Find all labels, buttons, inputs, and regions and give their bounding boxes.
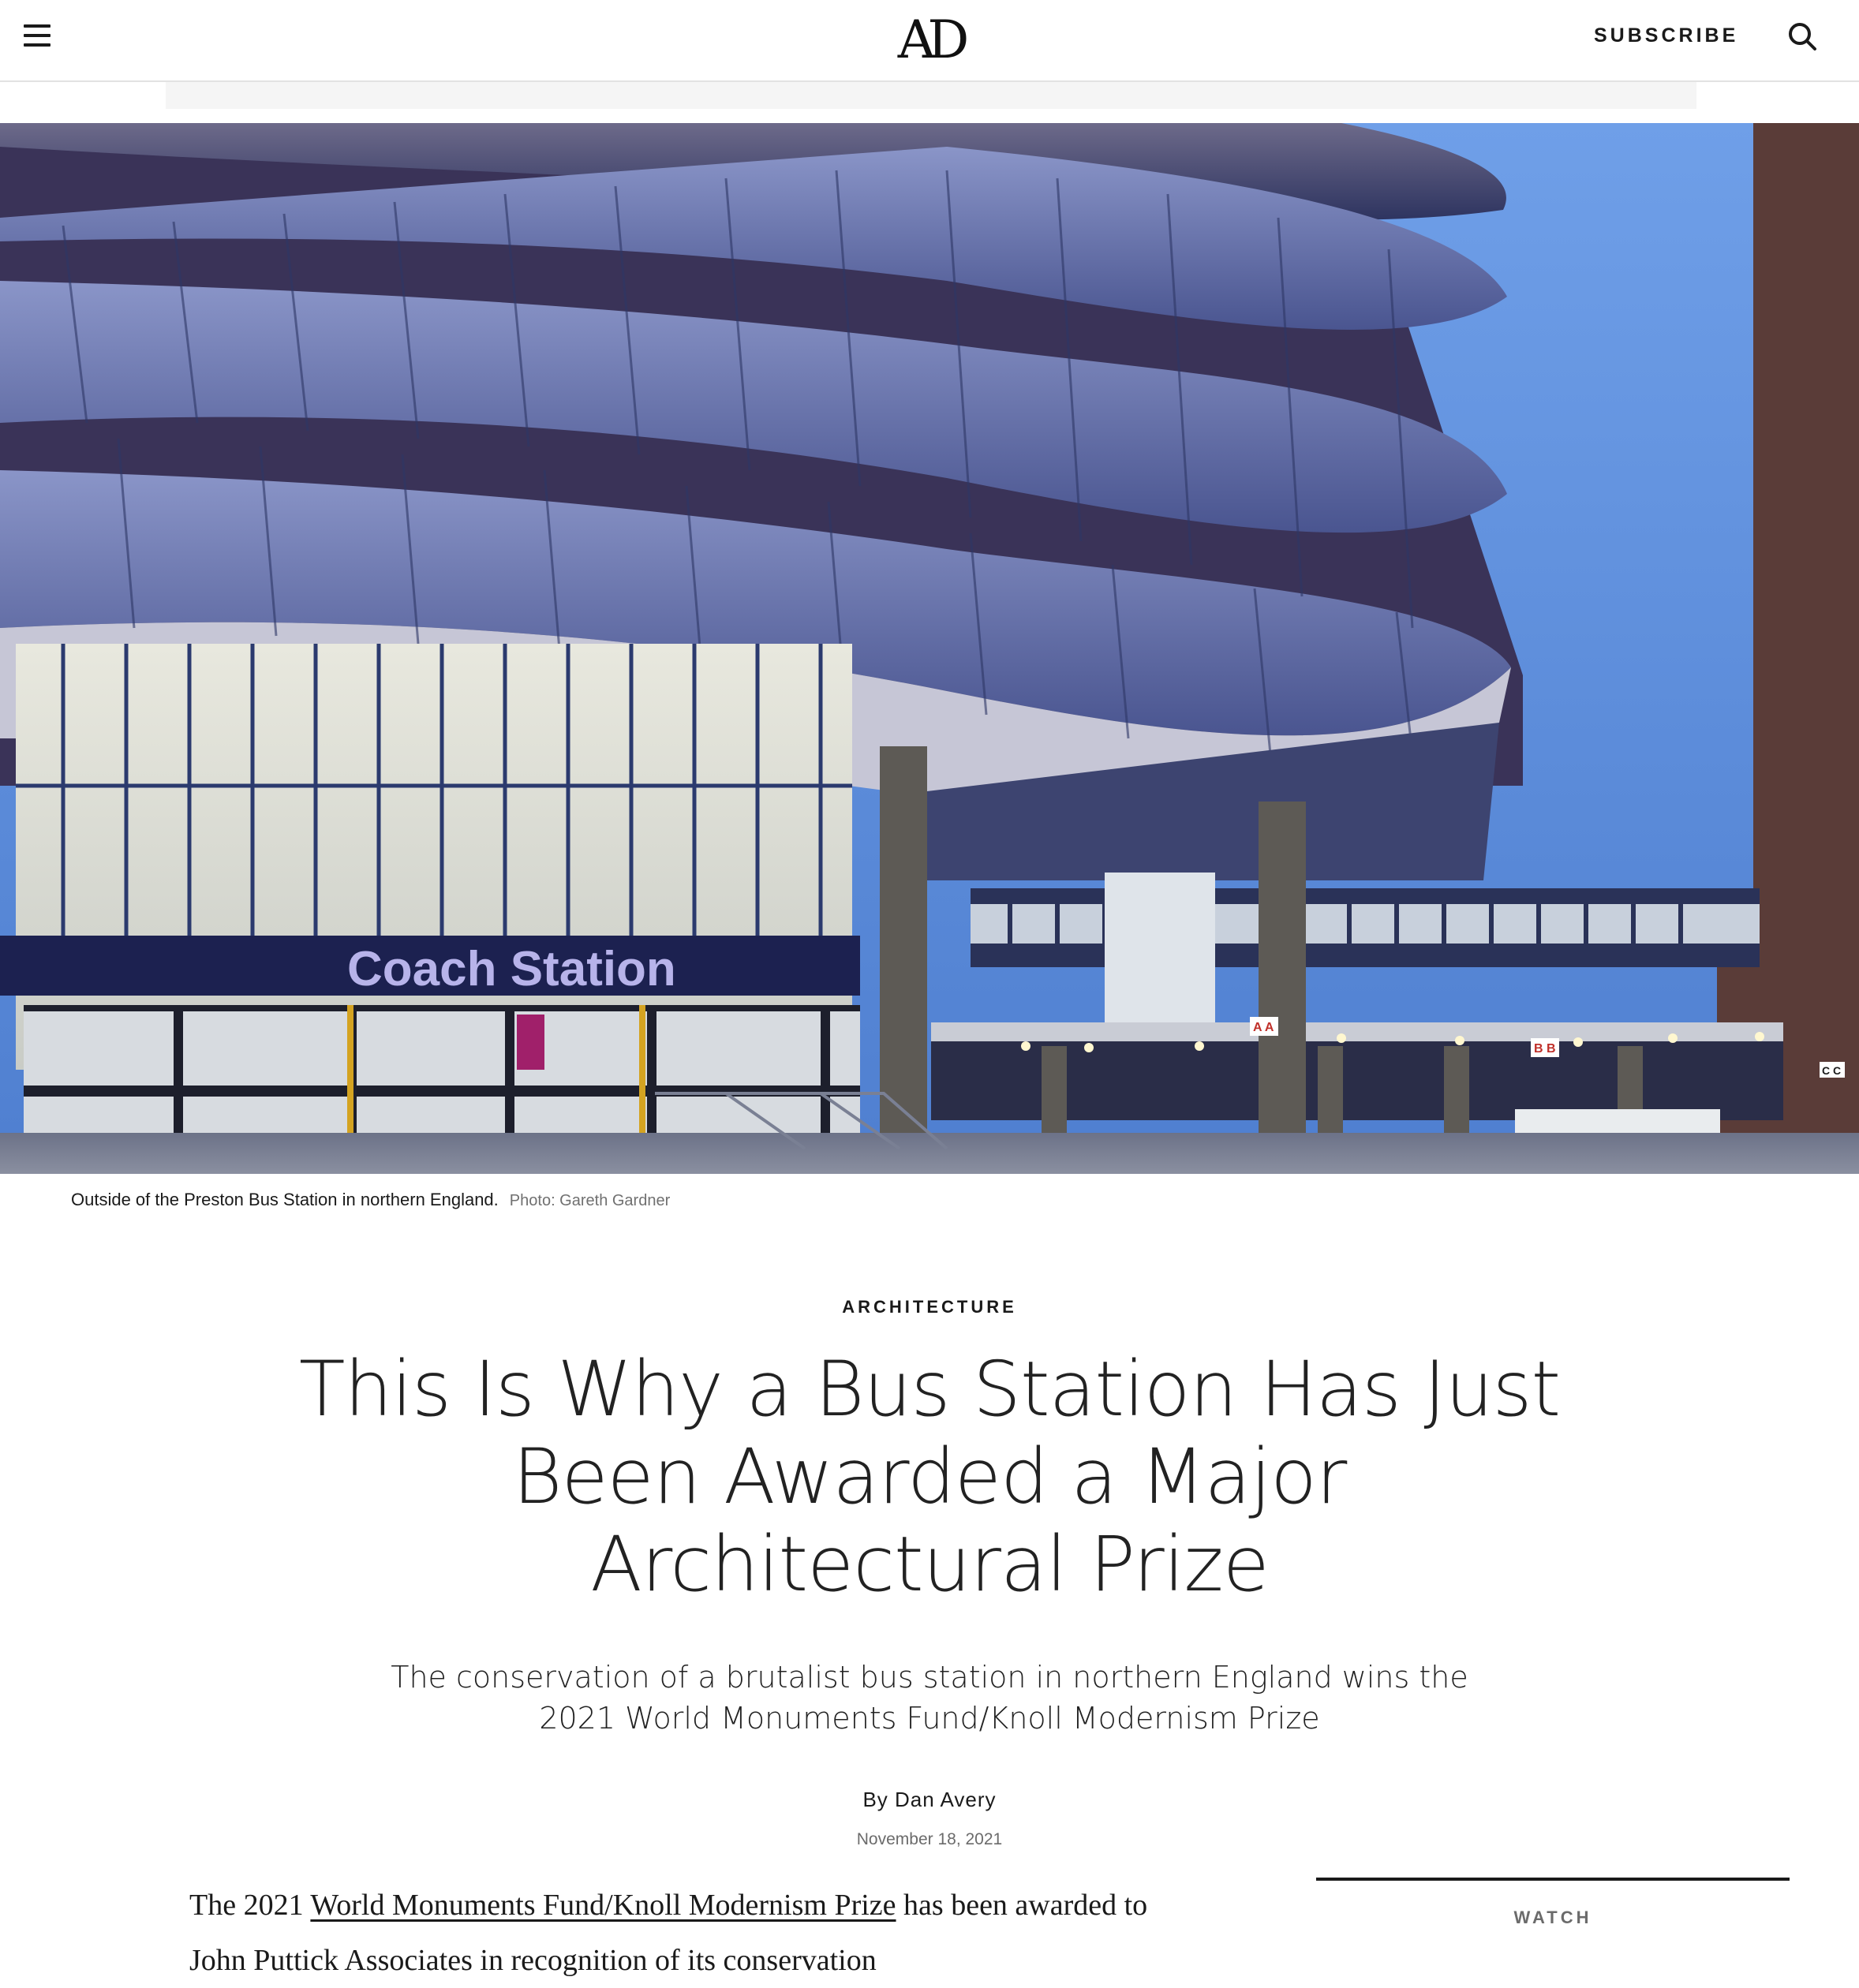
bay-sign-c: C C (1822, 1064, 1842, 1077)
site-logo[interactable]: AD (897, 9, 962, 70)
article-dek: The conservation of a brutalist bus station in northern England wins the 2021 World Monuments Fund/Knoll Modernism Prize (391, 1660, 1468, 1736)
category-rubric[interactable]: ARCHITECTURE (842, 1297, 1017, 1317)
article-body-paragraph (189, 1878, 1152, 1988)
sidebar-divider (1316, 1878, 1790, 1881)
publish-date: November 18, 2021 (856, 1830, 1003, 1848)
watch-section-label: WATCH (1513, 1908, 1592, 1927)
hero-image (0, 123, 1859, 1174)
image-caption (71, 1186, 670, 1213)
ad-banner-slot (166, 82, 1696, 109)
search-icon[interactable] (1785, 19, 1821, 55)
body-intro: The 2021 (189, 1889, 311, 1922)
hamburger-menu-icon[interactable] (24, 24, 55, 50)
byline[interactable]: By Dan Avery (862, 1788, 997, 1811)
coach-station-sign: Coach Station (347, 942, 676, 996)
body-rest: has been awarded to John Puttick Associates in recognition of its conservation (189, 1889, 1148, 1977)
prize-link[interactable]: World Monuments Fund/Knoll Modernism Prize (310, 1889, 896, 1922)
site-header (0, 0, 1859, 82)
subscribe-button[interactable]: SUBSCRIBE (1594, 24, 1739, 47)
bay-sign-a: A A (1253, 1021, 1274, 1034)
caption-text: Outside of the Preston Bus Station in northern England. (71, 1190, 499, 1209)
bay-sign-b: B B (1534, 1042, 1556, 1056)
article-headline: This Is Why a Bus Station Has Just Been Awarded a Major Architectural Prize (298, 1345, 1561, 1609)
photo-credit: Photo: Gareth Gardner (509, 1192, 671, 1209)
